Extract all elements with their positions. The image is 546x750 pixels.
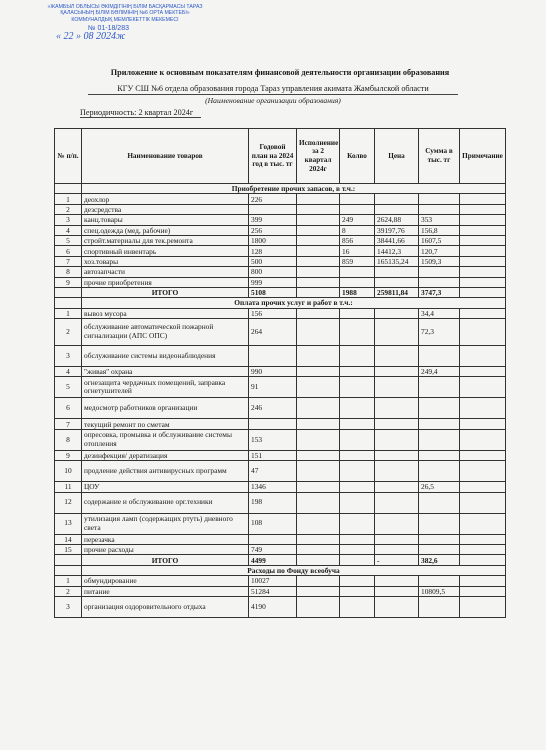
row-item-name: медосмотр работников организации xyxy=(82,398,249,419)
row-price-value: 14412,3 xyxy=(375,246,419,256)
row-note xyxy=(460,277,506,287)
row-item-name: обмундирование xyxy=(82,576,249,586)
total-note xyxy=(460,555,506,565)
row-plan-value: 47 xyxy=(249,461,297,482)
row-number: 4 xyxy=(55,367,82,377)
total-price: 259811,84 xyxy=(375,287,419,297)
row-item-name: ЦОУ xyxy=(82,482,249,492)
row-qty-value xyxy=(340,367,375,377)
row-sum-value xyxy=(419,277,460,287)
period-label: Периодичность: 2 квартал 2024г xyxy=(80,108,201,118)
row-price-value xyxy=(375,450,419,460)
section-header-row xyxy=(55,184,506,194)
row-price-value xyxy=(375,367,419,377)
row-sum-value: 1509,3 xyxy=(419,256,460,266)
row-qty-value xyxy=(340,319,375,346)
row-price-value xyxy=(375,513,419,534)
row-qty-value xyxy=(340,277,375,287)
row-sum-value: 353 xyxy=(419,215,460,225)
section-num-cell xyxy=(55,565,82,575)
row-exec-value xyxy=(297,319,340,346)
row-sum-value xyxy=(419,450,460,460)
stamp-reg-number: № 01-18/283 xyxy=(88,25,129,33)
row-exec-value xyxy=(297,586,340,596)
row-qty-value: 8 xyxy=(340,225,375,235)
row-plan-value: 800 xyxy=(249,267,297,277)
row-plan-value: 151 xyxy=(249,450,297,460)
row-note xyxy=(460,346,506,367)
total-num-cell xyxy=(55,287,82,297)
row-number: 1 xyxy=(55,576,82,586)
row-sum-value: 120,7 xyxy=(419,246,460,256)
table-body xyxy=(55,184,506,618)
row-exec-value xyxy=(297,482,340,492)
row-note xyxy=(460,576,506,586)
total-label: ИТОГО xyxy=(82,287,249,297)
row-price-value xyxy=(375,204,419,214)
table-row xyxy=(55,419,506,429)
row-number: 6 xyxy=(55,246,82,256)
row-note xyxy=(460,225,506,235)
table-row xyxy=(55,319,506,346)
table-row xyxy=(55,596,506,617)
row-qty-value: 856 xyxy=(340,235,375,245)
expenses-table xyxy=(54,128,506,618)
table-row xyxy=(55,225,506,235)
row-qty-value xyxy=(340,596,375,617)
table-row xyxy=(55,367,506,377)
row-item-name: дезинфекция/ дератизация xyxy=(82,450,249,460)
row-note xyxy=(460,367,506,377)
row-exec-value xyxy=(297,450,340,460)
row-qty-value xyxy=(340,534,375,544)
row-note xyxy=(460,398,506,419)
table-row xyxy=(55,204,506,214)
total-row xyxy=(55,287,506,297)
table-row xyxy=(55,513,506,534)
row-price-value: 38441,66 xyxy=(375,235,419,245)
row-exec-value xyxy=(297,545,340,555)
row-plan-value xyxy=(249,204,297,214)
row-note xyxy=(460,513,506,534)
row-note xyxy=(460,194,506,204)
row-price-value xyxy=(375,267,419,277)
row-price-value: 2624,88 xyxy=(375,215,419,225)
row-price-value xyxy=(375,346,419,367)
row-price-value xyxy=(375,492,419,513)
header-note: Примечание xyxy=(460,129,506,184)
organization-note: (Наименование организации образования) xyxy=(205,96,341,105)
row-number: 15 xyxy=(55,545,82,555)
row-sum-value: 1607,5 xyxy=(419,235,460,245)
row-price-value xyxy=(375,461,419,482)
row-item-name: содержание и обслуживание орг.техники xyxy=(82,492,249,513)
row-plan-value: 156 xyxy=(249,308,297,318)
total-price: - xyxy=(375,555,419,565)
official-stamp xyxy=(40,4,210,60)
row-item-name: вывоз мусора xyxy=(82,308,249,318)
row-price-value xyxy=(375,419,419,429)
section-title: Приобретение прочих запасов, в т.ч.: xyxy=(82,184,506,194)
total-plan: 5108 xyxy=(249,287,297,297)
row-sum-value xyxy=(419,534,460,544)
row-number: 8 xyxy=(55,429,82,450)
row-note xyxy=(460,419,506,429)
total-label: ИТОГО xyxy=(82,555,249,565)
row-number: 3 xyxy=(55,346,82,367)
table-row xyxy=(55,215,506,225)
table-row xyxy=(55,235,506,245)
row-note xyxy=(460,256,506,266)
row-qty-value xyxy=(340,346,375,367)
row-sum-value: 34,4 xyxy=(419,308,460,318)
row-plan-value: 1800 xyxy=(249,235,297,245)
row-item-name: хоз.товары xyxy=(82,256,249,266)
row-number: 3 xyxy=(55,215,82,225)
row-number: 9 xyxy=(55,450,82,460)
row-note xyxy=(460,204,506,214)
row-plan-value xyxy=(249,534,297,544)
stamp-text: «ЖАМБЫЛ ОБЛЫСЫ ӘКІМДІГІНІҢ БІЛІМ БАСҚАРМАСЫ ТАРАЗ ҚАЛАСЫНЫҢ БІЛІМ БӨЛІМІНІҢ №6 ОРТА МЕКТЕБІ» КОММУНАЛДЫҚ МЕМЛЕКЕТТІК МЕКЕМЕСІ xyxy=(47,4,203,23)
total-exec xyxy=(297,287,340,297)
organization-name: КГУ СШ №6 отдела образования города Тараз управления акимата Жамбылской области xyxy=(88,84,458,95)
table-row xyxy=(55,450,506,460)
table-row xyxy=(55,545,506,555)
total-sum: 382,6 xyxy=(419,555,460,565)
row-number: 1 xyxy=(55,194,82,204)
row-plan-value: 108 xyxy=(249,513,297,534)
table-row xyxy=(55,534,506,544)
row-qty-value xyxy=(340,482,375,492)
row-sum-value xyxy=(419,419,460,429)
row-price-value xyxy=(375,586,419,596)
row-plan-value: 990 xyxy=(249,367,297,377)
header-price: Цена xyxy=(375,129,419,184)
row-number: 13 xyxy=(55,513,82,534)
row-number: 3 xyxy=(55,596,82,617)
row-item-name: спец.одежда (мед, рабочие) xyxy=(82,225,249,235)
table-row xyxy=(55,377,506,398)
total-row xyxy=(55,555,506,565)
row-price-value xyxy=(375,377,419,398)
row-sum-value xyxy=(419,204,460,214)
table-row xyxy=(55,346,506,367)
row-number: 11 xyxy=(55,482,82,492)
row-plan-value: 226 xyxy=(249,194,297,204)
row-exec-value xyxy=(297,377,340,398)
total-note xyxy=(460,287,506,297)
row-exec-value xyxy=(297,256,340,266)
row-number: 2 xyxy=(55,319,82,346)
row-plan-value xyxy=(249,346,297,367)
document-title: Приложение к основным показателям финансовой деятельности организации образования xyxy=(110,68,450,77)
row-number: 12 xyxy=(55,492,82,513)
row-exec-value xyxy=(297,225,340,235)
row-exec-value xyxy=(297,534,340,544)
row-item-name: обслуживание автоматической пожарной сигнализации (АПС ОПС) xyxy=(82,319,249,346)
table-row xyxy=(55,576,506,586)
row-price-value: 39197,76 xyxy=(375,225,419,235)
row-exec-value xyxy=(297,492,340,513)
row-plan-value: 999 xyxy=(249,277,297,287)
row-note xyxy=(460,215,506,225)
row-plan-value: 256 xyxy=(249,225,297,235)
row-item-name: опресовка, промывка и обслуживание системы отопления xyxy=(82,429,249,450)
row-price-value xyxy=(375,319,419,346)
row-item-name: текущий ремонт по сметам xyxy=(82,419,249,429)
row-number: 6 xyxy=(55,398,82,419)
table-row xyxy=(55,586,506,596)
row-note xyxy=(460,267,506,277)
row-plan-value: 91 xyxy=(249,377,297,398)
table-row xyxy=(55,398,506,419)
row-qty-value xyxy=(340,586,375,596)
row-item-name: прочие приобретения xyxy=(82,277,249,287)
row-exec-value xyxy=(297,419,340,429)
row-number: 7 xyxy=(55,256,82,266)
row-note xyxy=(460,492,506,513)
row-plan-value: 749 xyxy=(249,545,297,555)
row-sum-value: 10809,5 xyxy=(419,586,460,596)
row-exec-value xyxy=(297,398,340,419)
section-num-cell xyxy=(55,298,82,308)
row-qty-value xyxy=(340,576,375,586)
row-qty-value xyxy=(340,267,375,277)
row-number: 8 xyxy=(55,267,82,277)
row-exec-value xyxy=(297,267,340,277)
row-sum-value xyxy=(419,513,460,534)
row-exec-value xyxy=(297,513,340,534)
row-plan-value: 1346 xyxy=(249,482,297,492)
row-qty-value: 249 xyxy=(340,215,375,225)
row-number: 1 xyxy=(55,308,82,318)
row-exec-value xyxy=(297,277,340,287)
row-sum-value: 156,8 xyxy=(419,225,460,235)
row-sum-value xyxy=(419,545,460,555)
row-note xyxy=(460,482,506,492)
section-num-cell xyxy=(55,184,82,194)
row-note xyxy=(460,596,506,617)
row-item-name: обслуживание системы видеонаблюдения xyxy=(82,346,249,367)
row-price-value xyxy=(375,277,419,287)
row-price-value xyxy=(375,545,419,555)
table-row xyxy=(55,246,506,256)
row-exec-value xyxy=(297,596,340,617)
row-exec-value xyxy=(297,215,340,225)
row-sum-value: 249,4 xyxy=(419,367,460,377)
row-sum-value: 72,3 xyxy=(419,319,460,346)
row-exec-value xyxy=(297,576,340,586)
table-row xyxy=(55,492,506,513)
row-sum-value xyxy=(419,492,460,513)
total-plan: 4499 xyxy=(249,555,297,565)
row-note xyxy=(460,235,506,245)
row-note xyxy=(460,450,506,460)
header-exec: Исполнение за 2 квартал 2024г xyxy=(297,129,340,184)
row-note xyxy=(460,534,506,544)
table-row xyxy=(55,256,506,266)
row-exec-value xyxy=(297,204,340,214)
row-number: 5 xyxy=(55,377,82,398)
row-price-value: 165135,24 xyxy=(375,256,419,266)
row-qty-value xyxy=(340,194,375,204)
section-header-row xyxy=(55,565,506,575)
row-qty-value xyxy=(340,545,375,555)
section-title: Расходы по Фонду всеобуча xyxy=(82,565,506,575)
row-plan-value: 10027 xyxy=(249,576,297,586)
row-note xyxy=(460,429,506,450)
row-number: 10 xyxy=(55,461,82,482)
row-plan-value: 128 xyxy=(249,246,297,256)
row-note xyxy=(460,461,506,482)
table-row xyxy=(55,308,506,318)
table-row xyxy=(55,267,506,277)
row-qty-value xyxy=(340,204,375,214)
total-sum: 3747,3 xyxy=(419,287,460,297)
row-item-name: утилизация ламп (содержащих ртуть) дневного света xyxy=(82,513,249,534)
row-sum-value xyxy=(419,576,460,586)
header-num: № п/п. xyxy=(55,129,82,184)
row-plan-value xyxy=(249,419,297,429)
total-qty xyxy=(340,555,375,565)
row-price-value xyxy=(375,398,419,419)
row-number: 14 xyxy=(55,534,82,544)
row-sum-value xyxy=(419,596,460,617)
row-note xyxy=(460,545,506,555)
row-note xyxy=(460,586,506,596)
row-plan-value: 264 xyxy=(249,319,297,346)
row-item-name: прочие расходы xyxy=(82,545,249,555)
row-plan-value: 153 xyxy=(249,429,297,450)
row-item-name: организация оздоровительного отдыха xyxy=(82,596,249,617)
row-item-name: перезачка xyxy=(82,534,249,544)
row-number: 2 xyxy=(55,586,82,596)
section-header-row xyxy=(55,298,506,308)
row-exec-value xyxy=(297,429,340,450)
table-row xyxy=(55,194,506,204)
row-sum-value xyxy=(419,377,460,398)
table-row xyxy=(55,429,506,450)
stamp-date: « 22 » 08 2024ж xyxy=(56,30,126,42)
row-exec-value xyxy=(297,367,340,377)
table-row xyxy=(55,461,506,482)
row-item-name: огнезащита чердачных помещений, заправка огнетушителей xyxy=(82,377,249,398)
row-plan-value: 399 xyxy=(249,215,297,225)
row-item-name: канц.товары xyxy=(82,215,249,225)
row-sum-value: 26,5 xyxy=(419,482,460,492)
row-price-value xyxy=(375,534,419,544)
header-plan: Годовой план на 2024 год в тыс. тг xyxy=(249,129,297,184)
row-item-name: автозапчасти xyxy=(82,267,249,277)
row-plan-value: 500 xyxy=(249,256,297,266)
row-number: 2 xyxy=(55,204,82,214)
row-price-value xyxy=(375,576,419,586)
header-sum: Сумма в тыс. тг xyxy=(419,129,460,184)
row-number: 7 xyxy=(55,419,82,429)
row-sum-value xyxy=(419,194,460,204)
row-qty-value xyxy=(340,419,375,429)
row-item-name: стройт.материалы для тек.ремонта xyxy=(82,235,249,245)
row-plan-value: 198 xyxy=(249,492,297,513)
row-number: 4 xyxy=(55,225,82,235)
table-row xyxy=(55,277,506,287)
row-price-value xyxy=(375,308,419,318)
row-exec-value xyxy=(297,235,340,245)
row-qty-value xyxy=(340,377,375,398)
row-qty-value: 859 xyxy=(340,256,375,266)
row-qty-value xyxy=(340,429,375,450)
row-number: 5 xyxy=(55,235,82,245)
header-name: Наименование товаров xyxy=(82,129,249,184)
row-note xyxy=(460,246,506,256)
row-qty-value: 16 xyxy=(340,246,375,256)
row-note xyxy=(460,319,506,346)
row-price-value xyxy=(375,194,419,204)
row-sum-value xyxy=(419,461,460,482)
row-qty-value xyxy=(340,492,375,513)
row-qty-value xyxy=(340,450,375,460)
row-sum-value xyxy=(419,429,460,450)
row-item-name: продление действия антивирусных программ xyxy=(82,461,249,482)
row-number: 9 xyxy=(55,277,82,287)
row-plan-value: 4190 xyxy=(249,596,297,617)
row-qty-value xyxy=(340,513,375,534)
total-qty: 1988 xyxy=(340,287,375,297)
header-qty: Колво xyxy=(340,129,375,184)
table-row xyxy=(55,482,506,492)
row-qty-value xyxy=(340,461,375,482)
row-item-name: дезсредства xyxy=(82,204,249,214)
row-item-name: деохлор xyxy=(82,194,249,204)
row-exec-value xyxy=(297,346,340,367)
row-note xyxy=(460,308,506,318)
row-sum-value xyxy=(419,346,460,367)
row-item-name: "живая" охрана xyxy=(82,367,249,377)
total-exec xyxy=(297,555,340,565)
row-plan-value: 246 xyxy=(249,398,297,419)
section-title: Оплата прочих услуг и работ в т.ч.: xyxy=(82,298,506,308)
row-item-name: спортивный инвентарь xyxy=(82,246,249,256)
row-exec-value xyxy=(297,461,340,482)
row-plan-value: 51284 xyxy=(249,586,297,596)
row-item-name: питание xyxy=(82,586,249,596)
total-num-cell xyxy=(55,555,82,565)
row-price-value xyxy=(375,482,419,492)
row-price-value xyxy=(375,429,419,450)
row-qty-value xyxy=(340,398,375,419)
row-price-value xyxy=(375,596,419,617)
row-exec-value xyxy=(297,194,340,204)
row-qty-value xyxy=(340,308,375,318)
row-sum-value xyxy=(419,267,460,277)
row-sum-value xyxy=(419,398,460,419)
row-exec-value xyxy=(297,246,340,256)
row-exec-value xyxy=(297,308,340,318)
table-header-row xyxy=(55,129,506,184)
row-note xyxy=(460,377,506,398)
